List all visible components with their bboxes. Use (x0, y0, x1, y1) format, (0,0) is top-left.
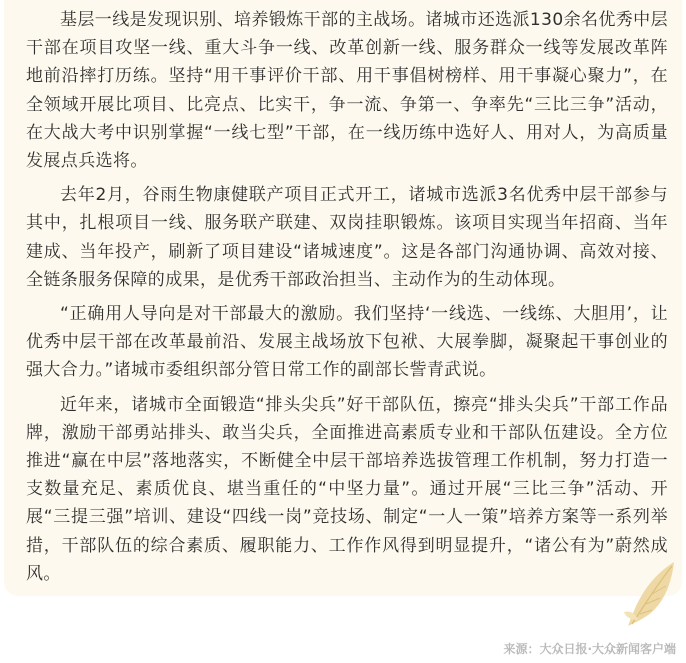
article-paragraph: 去年2月，谷雨生物康健联产项目正式开工，诸城市选派3名优秀中层干部参与其中，扎根项目一线、服务联产联建、双岗挂职锻炼。该项目实现当年招商、当年建成、当年投产，刷新了项目建设“诸城速度”。这是各部门沟通协调、高效对接、全链条服务保障的成果，是优秀干部政治担当、主动作为的生动体现。 (26, 185, 668, 290)
article-body (26, 6, 668, 594)
source-credit: 来源：大众日报·大众新闻客户端 (503, 642, 676, 656)
article-paragraph: 基层一线是发现识别、培养锻炼干部的主战场。诸城市还选派130余名优秀中层干部在项目攻坚一线、重大斗争一线、改革创新一线、服务群众一线等发展改革阵地前沿摔打历练。坚持“用干事评价干部、用干事倡树榜样、用干事凝心聚力”，在全领域开展比项目、比亮点、比实干，争一流、争第一、争率先“三比三争”活动，在大战大考中识别掌握“一线七型”干部，在一线历练中选好人、用对人，为高质量发展点兵选将。 (26, 10, 668, 172)
article-paragraph: 近年来，诸城市全面锻造“排头尖兵”好干部队伍，擦亮“排头尖兵”干部工作品牌，激励干部勇站排头、敢当尖兵，全面推进高素质专业和干部队伍建设。全方位推进“赢在中层”落地落实，不断健全中层干部培养选拔管理工作机制，努力打造一支数量充足、素质优良、堪当重任的“中坚力量”。通过开展“三比三争”活动、开展“三提三强”培训、建设“四线一岗”竞技场、制定“一人一策”培养方案等一系列举措，干部队伍的综合素质、履职能力、工作作风得到明显提升，“诸公有为”蔚然成风。 (26, 394, 668, 584)
article-paragraph: “正确用人导向是对干部最大的激励。我们坚持‘一线选、一线练、大胆用’，让优秀中层干部在改革最前沿、发展主战场放下包袱、大展拳脚，凝聚起干事创业的强大合力。”诸城市委组织部分管日常工作的副部长訾青武说。 (26, 304, 668, 381)
golden-leaf-icon (622, 558, 682, 628)
article-card (4, 0, 682, 596)
